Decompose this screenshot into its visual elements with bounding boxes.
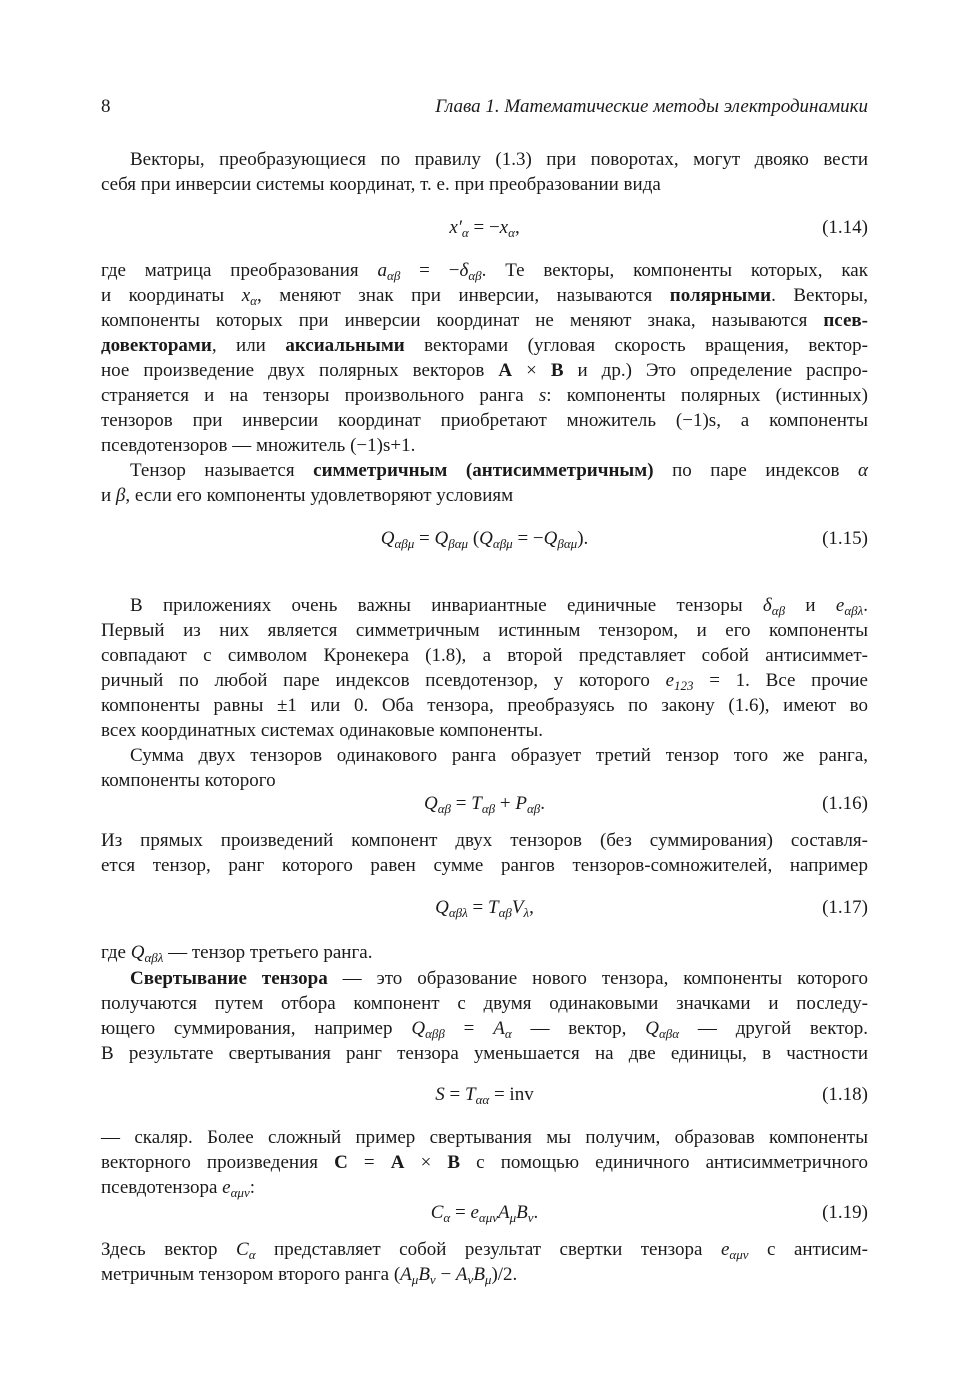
math-segment: αβμ xyxy=(394,536,415,551)
math-segment: α xyxy=(248,1247,256,1262)
bold-term: полярными xyxy=(669,285,772,306)
text-segment: метричным тензором второго ранга ( xyxy=(101,1264,401,1285)
math-segment: αββ xyxy=(425,1026,445,1041)
math-segment: αβμ xyxy=(492,536,513,551)
text-segment: . Те векторы, компоненты которых, как xyxy=(481,260,868,281)
equation xyxy=(101,896,868,920)
text-segment: — это образование нового тензора, компоненты которого xyxy=(327,968,868,989)
text-line xyxy=(101,594,868,618)
text-segment: = − xyxy=(468,217,500,238)
math-segment: βαμ xyxy=(557,536,578,551)
math-segment: αβλ xyxy=(448,905,468,920)
text-segment: векторного произведения xyxy=(101,1152,335,1173)
math-segment: B xyxy=(447,1152,461,1173)
equation-number: (1.16) xyxy=(822,793,868,814)
equation xyxy=(101,216,868,240)
math-segment: α xyxy=(250,293,257,308)
text-segment: псевдотензоров — множитель (−1) xyxy=(101,435,383,456)
text-segment: получаются путем отбора компонент с двумя одинаковыми значками и последу- xyxy=(101,993,868,1014)
equation-number: (1.14) xyxy=(822,217,868,238)
text-segment: представляет собой результат свертки тензора xyxy=(255,1239,721,1260)
math-segment: αμν xyxy=(478,1210,498,1225)
text-line xyxy=(101,1176,868,1200)
text-line xyxy=(101,694,868,718)
math-segment: T xyxy=(464,1084,476,1105)
text-line xyxy=(101,644,868,668)
math-segment: s+1 xyxy=(382,435,411,456)
math-segment: ν xyxy=(527,1210,534,1225)
math-segment: αμν xyxy=(729,1247,749,1262)
text-segment: компоненты которого xyxy=(101,770,276,791)
text-line xyxy=(101,1017,868,1041)
text-segment: − xyxy=(435,1264,456,1285)
text-segment: ричный по любой паре индексов псевдотензор, у которого xyxy=(101,670,666,691)
text-line xyxy=(101,1263,868,1287)
math-segment: αβ xyxy=(481,801,496,816)
math-segment: C xyxy=(430,1202,444,1223)
text-segment: — тензор третьего ранга. xyxy=(163,942,373,963)
text-segment: компоненты равны ±1 или 0. Оба тензора, преобразуясь по закону (1.6), имеют во xyxy=(101,695,868,716)
math-segment: α xyxy=(443,1210,451,1225)
text-segment: с помощью единичного антисимметричного xyxy=(460,1152,869,1173)
text-segment: В результате свертывания ранг тензора уменьшается на две единицы, в частности xyxy=(101,1043,868,1064)
text-line xyxy=(101,967,868,991)
math-segment: λ xyxy=(523,905,530,920)
math-segment: B xyxy=(516,1202,528,1223)
math-segment: αβλ xyxy=(144,950,164,965)
text-line xyxy=(101,744,868,768)
text-line xyxy=(101,992,868,1016)
text-segment: где xyxy=(101,942,131,963)
text-line xyxy=(101,434,868,458)
text-line xyxy=(101,719,868,743)
text-line xyxy=(101,284,868,308)
math-segment: αβα xyxy=(658,1026,680,1041)
math-segment: x′ xyxy=(449,217,462,238)
equation xyxy=(101,1201,868,1225)
math-segment: e xyxy=(665,670,675,691)
math-segment: αβ xyxy=(437,801,452,816)
page-number: 8 xyxy=(101,96,111,117)
text-line xyxy=(101,619,868,643)
text-segment: себя при инверсии системы координат, т. е. при преобразовании вида xyxy=(101,174,661,195)
text-segment: = − xyxy=(512,528,544,549)
math-segment: Q xyxy=(434,528,449,549)
text-segment: = xyxy=(444,1084,465,1105)
text-segment: компоненты которых при инверсии координат не меняют знака, называются xyxy=(101,310,824,331)
bold-term: довекторами xyxy=(101,335,212,356)
text-segment: В приложениях очень важны инвариантные единичные тензоры xyxy=(130,595,763,616)
math-segment: δ xyxy=(459,260,469,281)
text-segment: Первый из них является симметричным истинным тензором, и его компоненты xyxy=(101,620,868,641)
text-line xyxy=(101,941,868,965)
text-line xyxy=(101,669,868,693)
text-segment: совпадают с символом Кронекера (1.8), а второй представляет собой антисиммет- xyxy=(101,645,868,666)
text-segment: , xyxy=(529,897,534,918)
bold-term: аксиальными xyxy=(285,335,405,356)
math-segment: δ xyxy=(762,595,772,616)
text-segment: и координаты xyxy=(101,285,242,306)
math-segment: α xyxy=(461,225,469,240)
text-segment: , меняют знак при инверсии, называются xyxy=(256,285,670,306)
text-line xyxy=(101,309,868,333)
text-segment: = xyxy=(467,897,488,918)
math-segment: T xyxy=(488,897,499,918)
math-segment: A xyxy=(400,1264,412,1285)
text-segment: )/2. xyxy=(491,1264,518,1285)
math-segment: αβ xyxy=(387,268,401,283)
math-segment: A xyxy=(493,1018,505,1039)
text-line xyxy=(101,409,868,433)
text-segment: . Векторы, xyxy=(771,285,869,306)
text-segment: Сумма двух тензоров одинакового ранга образует третий тензор того же ранга, xyxy=(130,745,868,766)
text-segment: по паре индексов xyxy=(653,460,859,481)
text-segment: Из прямых произведений компонент двух тензоров (без суммирования) составля- xyxy=(101,830,868,851)
math-segment: C xyxy=(236,1239,249,1260)
text-segment: = xyxy=(347,1152,391,1173)
text-segment: векторами (угловая скорость вращения, вектор- xyxy=(404,335,868,356)
text-segment: , если его компоненты удовлетворяют условиям xyxy=(125,485,514,506)
text-segment: = xyxy=(450,1202,471,1223)
math-segment: αμν xyxy=(230,1185,250,1200)
text-line xyxy=(101,1126,868,1150)
text-line xyxy=(101,484,868,508)
math-segment: μ xyxy=(411,1272,419,1287)
math-segment: P xyxy=(515,793,527,814)
text-segment: = xyxy=(414,528,435,549)
text-segment: . xyxy=(863,595,868,616)
equation-number: (1.17) xyxy=(822,897,868,918)
text-line xyxy=(101,334,868,358)
math-segment: αβ xyxy=(771,603,786,618)
math-segment: A xyxy=(455,1264,468,1285)
math-segment: α xyxy=(504,1026,512,1041)
text-line xyxy=(101,359,868,383)
text-segment: и др.) Это определение распро- xyxy=(563,360,868,381)
text-line xyxy=(101,829,868,853)
text-segment: . xyxy=(540,793,546,814)
text-segment: с антисим- xyxy=(748,1239,868,1260)
math-segment: A xyxy=(498,1202,510,1223)
math-segment: Q xyxy=(411,1018,426,1039)
math-segment: αα xyxy=(475,1092,490,1107)
text-line xyxy=(101,1238,868,1262)
math-segment: μ xyxy=(509,1210,517,1225)
running-header-title: Глава 1. Математические методы электродинамики xyxy=(435,96,868,117)
math-segment: ν xyxy=(429,1272,436,1287)
math-segment: B xyxy=(550,360,564,381)
equation-number: (1.18) xyxy=(822,1084,868,1105)
text-segment: тензоров при инверсии координат приобретают множитель (−1) xyxy=(101,410,709,431)
math-segment: e xyxy=(835,595,845,616)
equation xyxy=(101,792,868,816)
text-line xyxy=(101,259,868,283)
math-segment: s xyxy=(708,410,717,431)
text-segment: и xyxy=(101,485,116,506)
math-segment: C xyxy=(334,1152,348,1173)
text-segment: = xyxy=(451,793,472,814)
text-segment: ющего суммирования, например xyxy=(101,1018,412,1039)
text-line xyxy=(101,384,868,408)
text-segment: всех координатных системах одинаковые компоненты. xyxy=(101,720,544,741)
math-segment: e xyxy=(222,1177,231,1198)
text-segment: страняется и на тензоры произвольного ранга xyxy=(101,385,539,406)
text-segment: × xyxy=(512,360,551,381)
text-segment: ). xyxy=(577,528,589,549)
text-segment: Здесь вектор xyxy=(101,1239,237,1260)
math-segment: Q xyxy=(479,528,493,549)
math-segment: αβ xyxy=(498,905,512,920)
text-segment: = xyxy=(444,1018,494,1039)
math-segment: Q xyxy=(130,942,145,963)
math-segment: B xyxy=(473,1264,485,1285)
text-segment: ное произведение двух полярных векторов xyxy=(101,360,499,381)
math-segment: a xyxy=(377,260,387,281)
math-segment: ν xyxy=(467,1272,474,1287)
equation-number: (1.19) xyxy=(822,1202,868,1223)
text-segment: = inv xyxy=(489,1084,534,1105)
math-segment: Q xyxy=(645,1018,659,1039)
math-segment: Q xyxy=(423,793,438,814)
math-segment: e xyxy=(470,1202,479,1223)
text-segment: где матрица преобразования xyxy=(101,260,378,281)
math-segment: x xyxy=(499,217,509,238)
text-segment: : компоненты полярных (истинных) xyxy=(546,385,868,406)
math-segment: α xyxy=(508,225,515,240)
text-line xyxy=(101,769,868,793)
text-segment: : xyxy=(249,1177,256,1198)
text-segment: и xyxy=(785,595,836,616)
equation xyxy=(101,527,868,551)
math-segment: T xyxy=(471,793,482,814)
math-segment: x xyxy=(241,285,251,306)
text-segment: , а компоненты xyxy=(716,410,868,431)
math-segment: V xyxy=(511,897,524,918)
text-line xyxy=(101,459,868,483)
text-segment: , или xyxy=(211,335,286,356)
text-segment: ется тензор, ранг которого равен сумме рангов тензоров-сомножителей, например xyxy=(101,855,868,876)
math-segment: αβ xyxy=(526,801,541,816)
text-segment: — вектор, xyxy=(511,1018,646,1039)
math-segment: Q xyxy=(543,528,558,549)
math-segment: Q xyxy=(380,528,395,549)
math-segment: 123 xyxy=(674,678,694,693)
bold-term: Свертывание тензора xyxy=(130,968,328,989)
bold-term: псев- xyxy=(823,310,868,331)
text-segment: , xyxy=(514,217,520,238)
math-segment: Q xyxy=(435,897,449,918)
text-segment: Векторы, преобразующиеся по правилу (1.3) при поворотах, могут двояко вести xyxy=(130,149,868,170)
math-segment: S xyxy=(435,1084,445,1105)
text-segment: Тензор называется xyxy=(130,460,314,481)
math-segment: μ xyxy=(484,1272,492,1287)
text-segment: × xyxy=(404,1152,448,1173)
math-segment: αβλ xyxy=(844,603,864,618)
math-segment: βαμ xyxy=(448,536,469,551)
text-segment: псевдотензора xyxy=(101,1177,223,1198)
equation xyxy=(101,1083,868,1107)
math-segment: B xyxy=(418,1264,430,1285)
text-segment: — скаляр. Более сложный пример свертывания мы получим, образовав компоненты xyxy=(101,1127,868,1148)
math-segment: A xyxy=(390,1152,405,1173)
text-line xyxy=(101,854,868,878)
text-segment: = 1. Все прочие xyxy=(693,670,868,691)
text-line xyxy=(101,1151,868,1175)
text-segment: . xyxy=(410,435,416,456)
math-segment: α xyxy=(858,460,869,481)
math-segment: β xyxy=(115,485,126,506)
equation-number: (1.15) xyxy=(822,528,868,549)
text-segment: ( xyxy=(468,528,480,549)
text-segment: — другой вектор. xyxy=(679,1018,869,1039)
text-segment: + xyxy=(495,793,516,814)
text-line xyxy=(101,1042,868,1066)
text-segment: = − xyxy=(400,260,460,281)
text-segment: . xyxy=(533,1202,539,1223)
math-segment: A xyxy=(498,360,513,381)
text-line xyxy=(101,148,868,172)
bold-term: симметричным (антисимметричным) xyxy=(313,460,654,481)
text-line xyxy=(101,173,868,197)
math-segment: s xyxy=(538,385,547,406)
math-segment: e xyxy=(720,1239,730,1260)
math-segment: αβ xyxy=(468,268,482,283)
